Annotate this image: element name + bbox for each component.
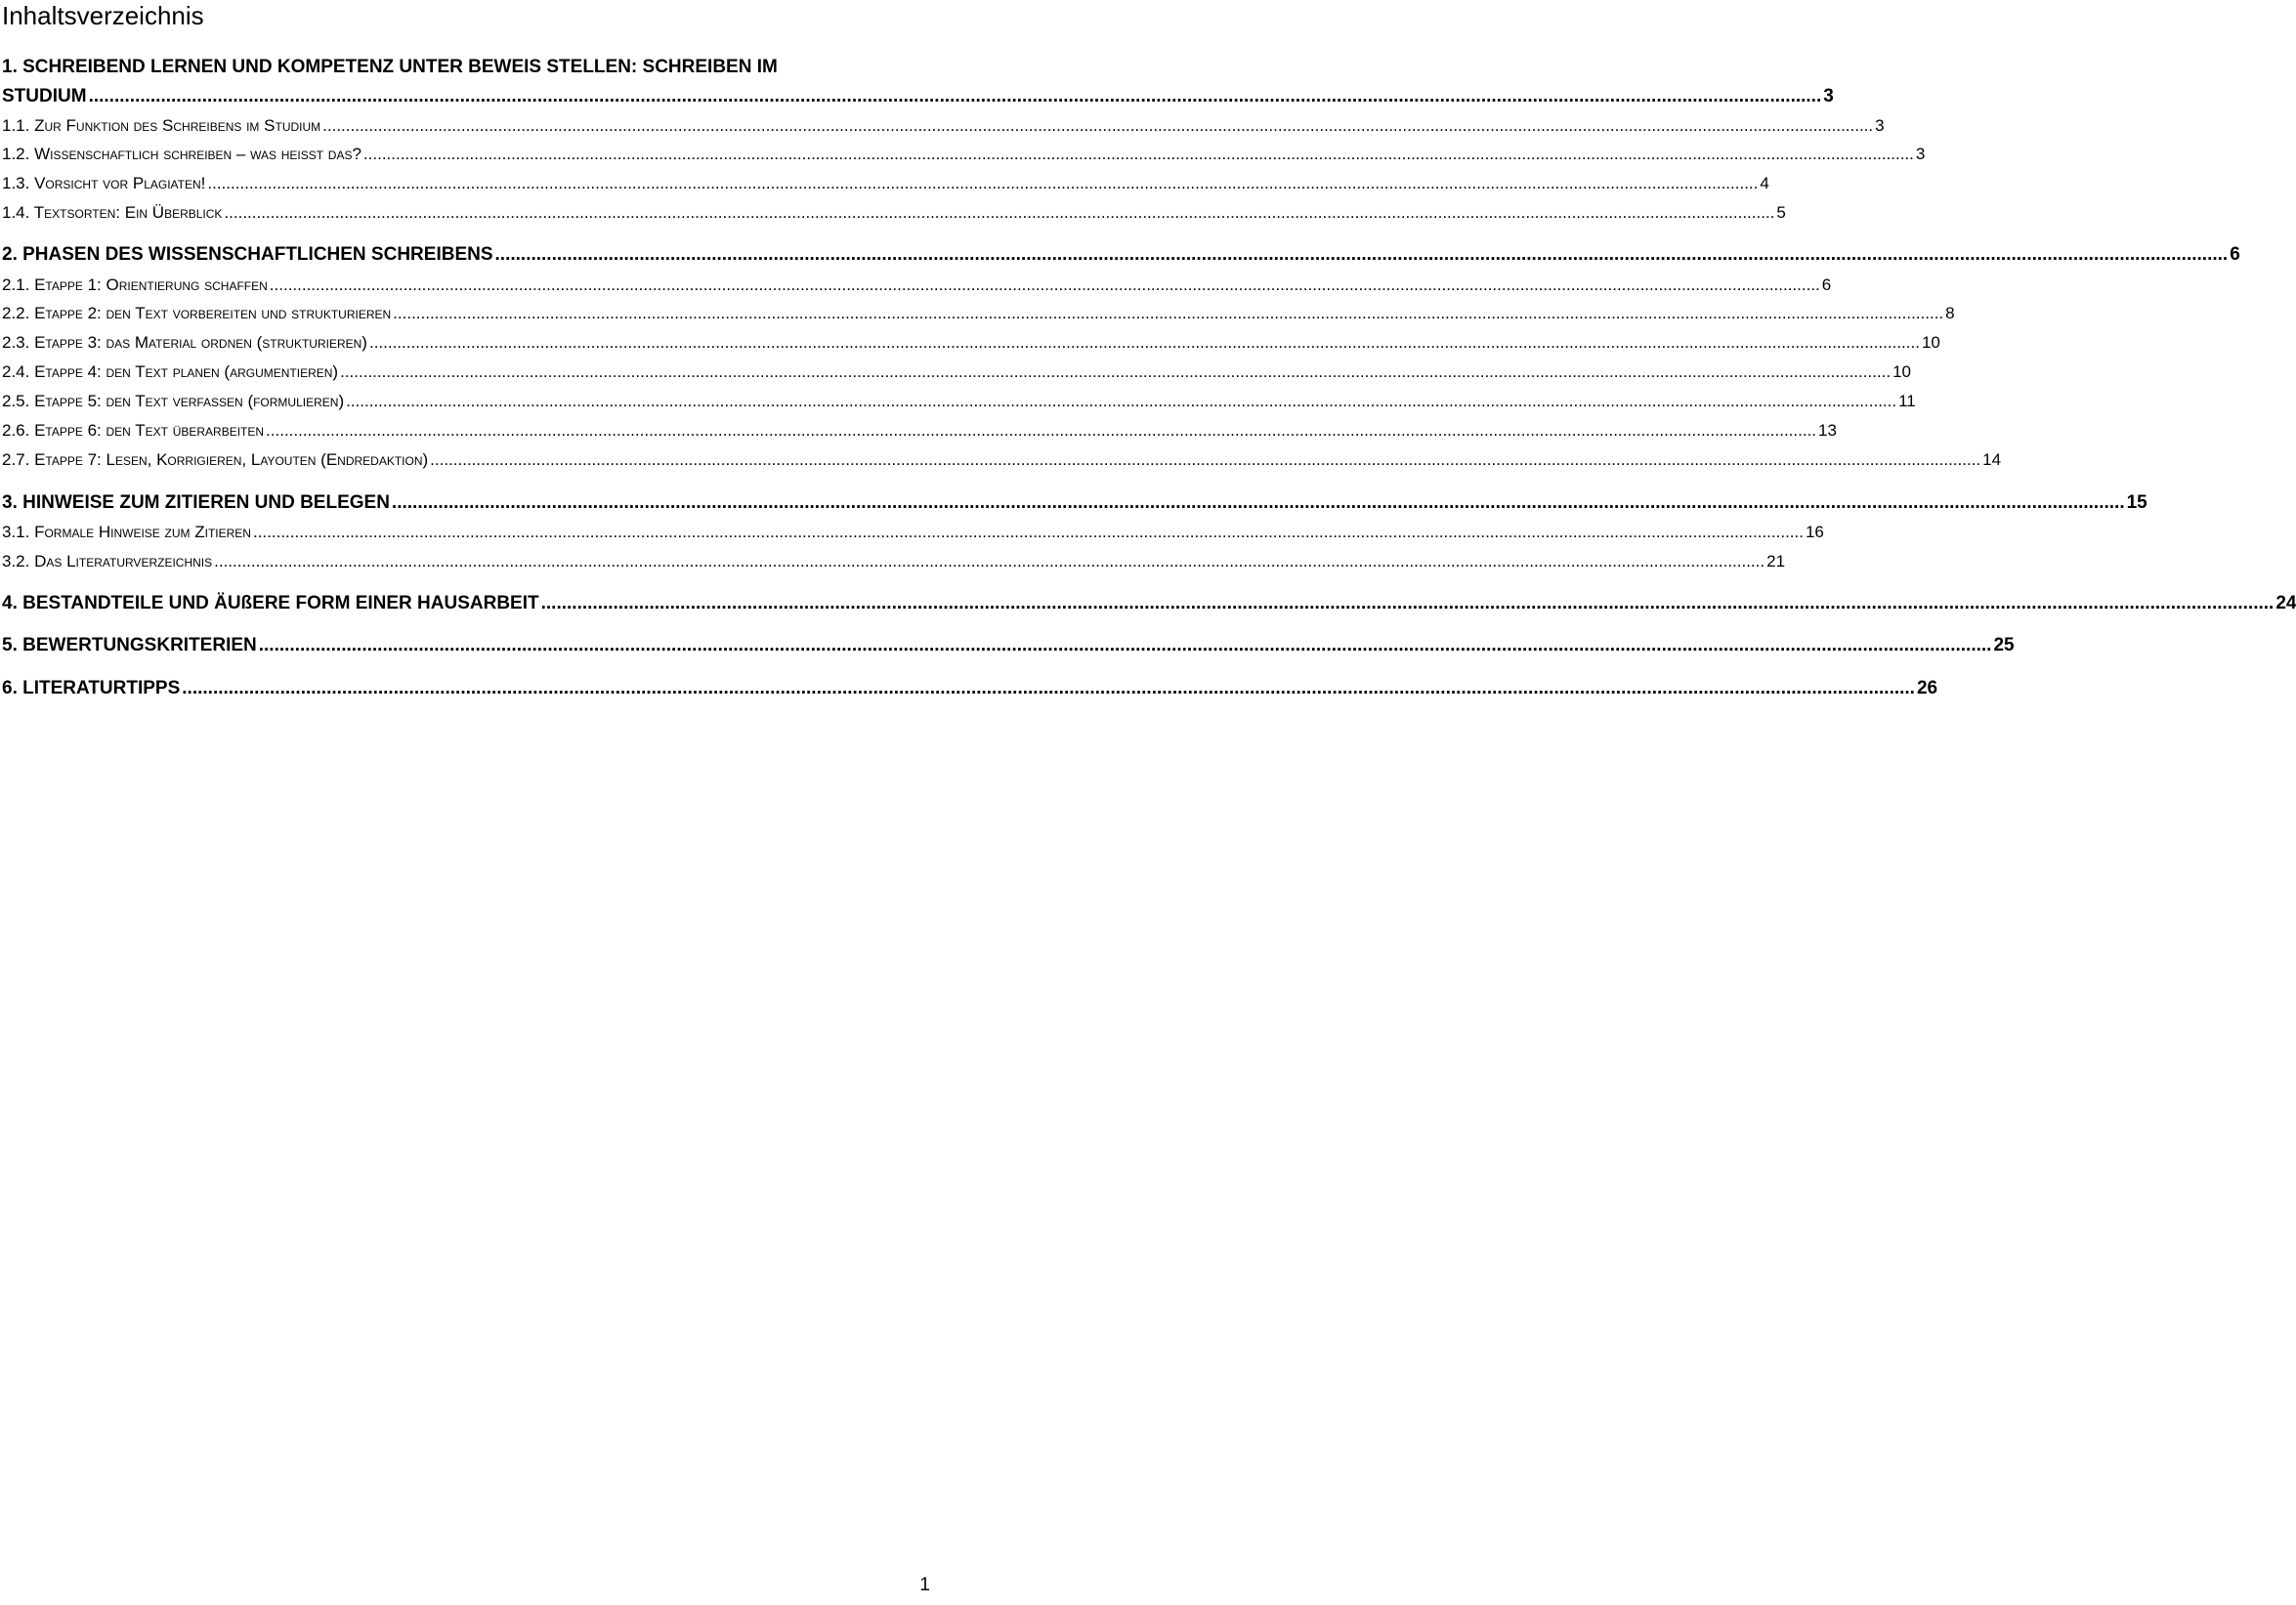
dot-leader (430, 450, 1980, 470)
toc-entry-1-1[interactable] (2, 116, 1885, 136)
dot-leader (393, 304, 1943, 323)
toc-entry-1[interactable] (2, 86, 1834, 107)
toc-entry-label: 6. LITERATURTIPPS (2, 678, 181, 698)
dot-leader (89, 86, 1822, 107)
toc-entry-1-first-line[interactable]: 1. SCHREIBEND LERNEN UND KOMPETENZ UNTER BEWEIS STELLEN: SCHREIBEN IM (2, 57, 778, 77)
toc-entry-label: 3.2. Das Literaturverzeichnis (2, 552, 213, 570)
toc-entry-label: 2.6. Etappe 6: den Text überarbeiten (2, 421, 265, 440)
toc-entry-2-6[interactable] (2, 421, 1837, 441)
toc-entry-5[interactable] (2, 635, 2015, 656)
toc-entry-label: 2.4. Etappe 4: den Text planen (argumentieren) (2, 362, 339, 381)
toc-entry-label: 2.5. Etappe 5: den Text verfassen (formulieren) (2, 392, 345, 410)
toc-entry-label: 2.1. Etappe 1: Orientierung schaffen (2, 275, 268, 294)
toc-entry-label: 2.2. Etappe 2: den Text vorbereiten und strukturieren (2, 304, 392, 322)
toc-entry-1-4[interactable] (2, 203, 1786, 223)
dot-leader (340, 362, 1891, 382)
dot-leader (253, 523, 1804, 542)
toc-entry-2-2[interactable] (2, 304, 1955, 323)
dot-leader (346, 392, 1896, 411)
toc-entry-label: 5. BEWERTUNGSKRITERIEN (2, 635, 257, 655)
toc-entry-2-4[interactable] (2, 362, 1912, 382)
toc-entry-2-5[interactable] (2, 392, 1916, 411)
dot-leader (392, 492, 2125, 514)
toc-page-number: 15 (2126, 492, 2147, 513)
dot-leader (224, 203, 1774, 223)
toc-page-number: 11 (1898, 392, 1916, 410)
toc-entry-label: 4. BESTANDTEILE UND ÄUßERE FORM EINER HAUSARBEIT (2, 593, 539, 613)
toc-page-number: 3 (1875, 116, 1885, 135)
dot-leader (270, 275, 1820, 295)
toc-page-number: 10 (1921, 333, 1940, 352)
toc-page-number: 24 (2275, 593, 2296, 613)
toc-page-number: 6 (2230, 244, 2240, 265)
toc-page-number: 4 (1760, 174, 1769, 192)
toc-entry-2-7[interactable] (2, 450, 2002, 470)
toc-entry-3[interactable] (2, 492, 2147, 514)
page-title: Inhaltsverzeichnis (2, 1, 204, 30)
toc-page-number: 10 (1892, 362, 1912, 381)
toc-page-number: 6 (1821, 275, 1832, 294)
dot-leader (266, 421, 1816, 441)
toc-entry-1-2[interactable] (2, 145, 1926, 164)
toc-entry-label: 2.7. Etappe 7: Lesen, Korrigieren, Layouten (Endredaktion) (2, 450, 429, 469)
toc-entry-label: 2.3. Etappe 3: das Material ordnen (strukturieren) (2, 333, 367, 352)
toc-entry-1-3[interactable] (2, 174, 1769, 193)
dot-leader (207, 174, 1758, 193)
toc-entry-label: STUDIUM (2, 86, 87, 106)
toc-entry-3-1[interactable] (2, 523, 1824, 542)
toc-page-number: 5 (1776, 203, 1786, 222)
dot-leader (541, 593, 2275, 614)
toc-entry-2-1[interactable] (2, 275, 1832, 295)
toc-page-number: 16 (1805, 523, 1824, 541)
toc-page-number: 21 (1766, 552, 1786, 570)
footer-page-number: 1 (919, 1575, 930, 1595)
dot-leader (369, 333, 1920, 353)
toc-entry-label: 1.3. Vorsicht vor Plagiaten! (2, 174, 206, 192)
dot-leader (182, 678, 1915, 699)
toc-entry-label: 1.2. Wissenschaftlich schreiben – was heißt das? (2, 145, 361, 163)
toc-page-number: 3 (1823, 86, 1834, 106)
toc-page-number: 13 (1818, 421, 1837, 440)
toc-page-number: 8 (1945, 304, 1955, 322)
dot-leader (322, 116, 1873, 136)
toc-page-number: 3 (1915, 145, 1926, 163)
dot-leader (363, 145, 1914, 164)
toc-entry-6[interactable] (2, 678, 1938, 699)
dot-leader (495, 244, 2229, 266)
toc-entry-label: 1.4. Textsorten: Ein Überblick (2, 203, 223, 222)
toc-entry-4[interactable] (2, 593, 2296, 614)
dot-leader (259, 635, 1992, 656)
toc-entry-2-3[interactable] (2, 333, 1940, 353)
toc-page-number: 26 (1916, 678, 1938, 698)
toc-entry-label: 3. HINWEISE ZUM ZITIEREN UND BELEGEN (2, 492, 390, 513)
toc-entry-2[interactable] (2, 244, 2240, 266)
dot-leader (214, 552, 1765, 571)
toc-entry-label: 1.1. Zur Funktion des Schreibens im Studium (2, 116, 321, 135)
toc-page-number: 14 (1982, 450, 2002, 469)
toc-entry-label: 3.1. Formale Hinweise zum Zitieren (2, 523, 251, 541)
toc-entry-3-2[interactable] (2, 552, 1786, 571)
toc-entry-label: 2. PHASEN DES WISSENSCHAFTLICHEN SCHREIBENS (2, 244, 493, 265)
toc-page-number: 25 (1993, 635, 2015, 655)
